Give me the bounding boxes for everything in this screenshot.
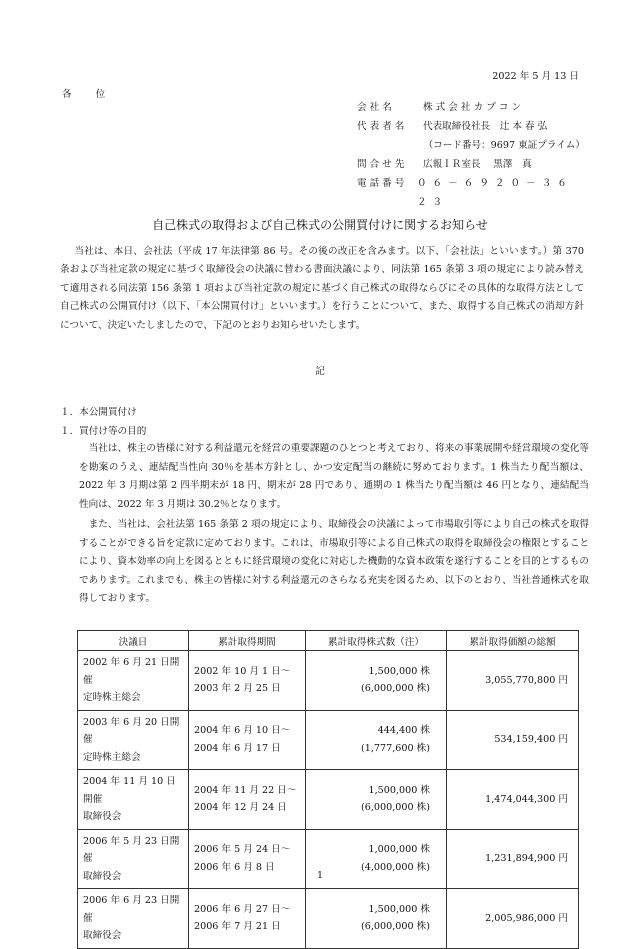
ki-marker: 記: [315, 366, 325, 377]
subsection-heading: １．買付け等の目的: [60, 426, 147, 437]
shares-cell: 1,500,000 株 (6,000,000 株): [306, 651, 447, 711]
company-name-row: [357, 98, 587, 117]
shares-cell: 1,000,000 株 (4,000,000 株): [306, 829, 447, 889]
company-info-block: [357, 98, 587, 208]
period-cell: 2002 年 10 月 1 日～ 2003 年 2 月 25 日: [189, 651, 306, 711]
intro-paragraph: 当社は、本日、会社法（平成 17 年法律第 86 号。その後の改正を含みます。以下、「会社法」といいます。）第 370 条および当社定款の規定に基づく取締役会の決議に替わる書面決議により、同法第 165 条第 3 項の規定により読み替えて適用される同法第 156 条第 1 項および当社定款の規定に基づく自己株式の取得ならびにその具体的な取得方法として自己株式の公開買付け（以下、「本公開買付け」といいます。）を行うことについて、また、取得する自己株式の消却方針について、決定いたしましたので、下記のとおりお知らせいたします。: [60, 246, 584, 331]
representative-value: 代表取締役社長 辻 本 春 弘: [423, 121, 548, 132]
amount-cell: 1,231,894,900 円: [447, 829, 579, 889]
page-number: 1: [316, 870, 324, 881]
resolution-cell: 2006 年 5 月 23 日開催 取締役会: [78, 829, 189, 889]
representative-label: 代表者名: [357, 121, 408, 132]
table-row: [78, 651, 579, 711]
document-title: 自己株式の取得および自己株式の公開買付けに関するお知らせ: [152, 218, 488, 232]
header-total-amount: 累計取得価額の総額: [447, 631, 579, 651]
recipient-part-1: 各: [62, 89, 72, 100]
shares-cell: 1,500,000 株 (6,000,000 株): [306, 889, 447, 949]
company-name-label: 会社名: [357, 102, 395, 113]
table-row: [78, 770, 579, 830]
table-row: [78, 889, 579, 949]
phone-row: [357, 174, 587, 208]
shares-cell: 1,500,000 株 (6,000,000 株): [306, 770, 447, 830]
period-cell: 2006 年 5 月 24 日～ 2006 年 6 月 8 日: [189, 829, 306, 889]
header-shares-acquired: 累計取得株式数（注）: [306, 631, 447, 651]
table-row: [78, 710, 579, 770]
resolution-cell: 2003 年 6 月 20 日開催 定時株主総会: [78, 710, 189, 770]
company-name-value: 株 式 会 社 カ プ コ ン: [423, 102, 522, 113]
code-row: [357, 136, 587, 155]
amount-cell: 2,005,986,000 円: [447, 889, 579, 949]
shares-cell: 444,400 株 (1,777,600 株): [306, 710, 447, 770]
section-heading: １．本公開買付け: [60, 407, 137, 418]
recipient: [62, 86, 105, 100]
table-header-row: [78, 631, 579, 651]
purpose-paragraph-2: また、当社は、会社法第 165 条第 2 項の規定により、取締役会の決議によって市場取引等により自己の株式を取得することができる旨を定款に定めております。これは、市場取引等による自己株式の取得を取締役会の権限とすることにより、資本効率の向上を図るとともに経営環境の変化に対応した機動的な資本政策を遂行することを目的とするものであります。これまでも、株主の皆様に対する利益還元のさらなる充実を図るため、以下のとおり、当社普通株式を取得しております。: [79, 519, 589, 605]
purpose-paragraph-1: 当社は、株主の皆様に対する利益還元を経営の重要課題のひとつと考えており、将来の事業展開や経営環境の変化等を勘案のうえ、連結配当性向 30％を基本方針とし、かつ安定配当の継続に努めております。1 株当たり配当額は、2022 年 3 月期は第 2 四半期末が 18 円、期末が 28 円であり、通期の 1 株当たり配当額は 46 円となり、連結配当性向は、2022 年 3 月期は 30.2％となります。: [79, 443, 589, 510]
phone-value: ０６－６９２０－３６２３: [416, 178, 573, 208]
amount-cell: 3,055,770,800 円: [447, 651, 579, 711]
document-date: 2022 年 5 月 13 日: [492, 71, 579, 82]
phone-label: 電話番号: [357, 178, 408, 189]
security-code: （コード番号：9697 東証プライム）: [423, 140, 585, 151]
header-acquisition-period: 累計取得期間: [189, 631, 306, 651]
amount-cell: 1,474,044,300 円: [447, 770, 579, 830]
contact-value: 広報ＩＲ室長 黒澤 真: [423, 159, 532, 170]
acquisition-history-table: [77, 630, 579, 949]
resolution-cell: 2006 年 6 月 23 日開催 取締役会: [78, 889, 189, 949]
period-cell: 2004 年 11 月 22 日～ 2004 年 12 月 24 日: [189, 770, 306, 830]
period-cell: 2006 年 6 月 27 日～ 2006 年 7 月 21 日: [189, 889, 306, 949]
amount-cell: 534,159,400 円: [447, 710, 579, 770]
contact-label: 問合せ先: [357, 159, 408, 170]
contact-row: [357, 155, 587, 174]
representative-row: [357, 117, 587, 136]
resolution-cell: 2004 年 11 月 10 日開催 取締役会: [78, 770, 189, 830]
resolution-cell: 2002 年 6 月 21 日開催 定時株主総会: [78, 651, 189, 711]
period-cell: 2004 年 6 月 10 日～ 2004 年 6 月 17 日: [189, 710, 306, 770]
recipient-part-2: 位: [95, 89, 106, 100]
header-resolution-date: 決議日: [78, 631, 189, 651]
